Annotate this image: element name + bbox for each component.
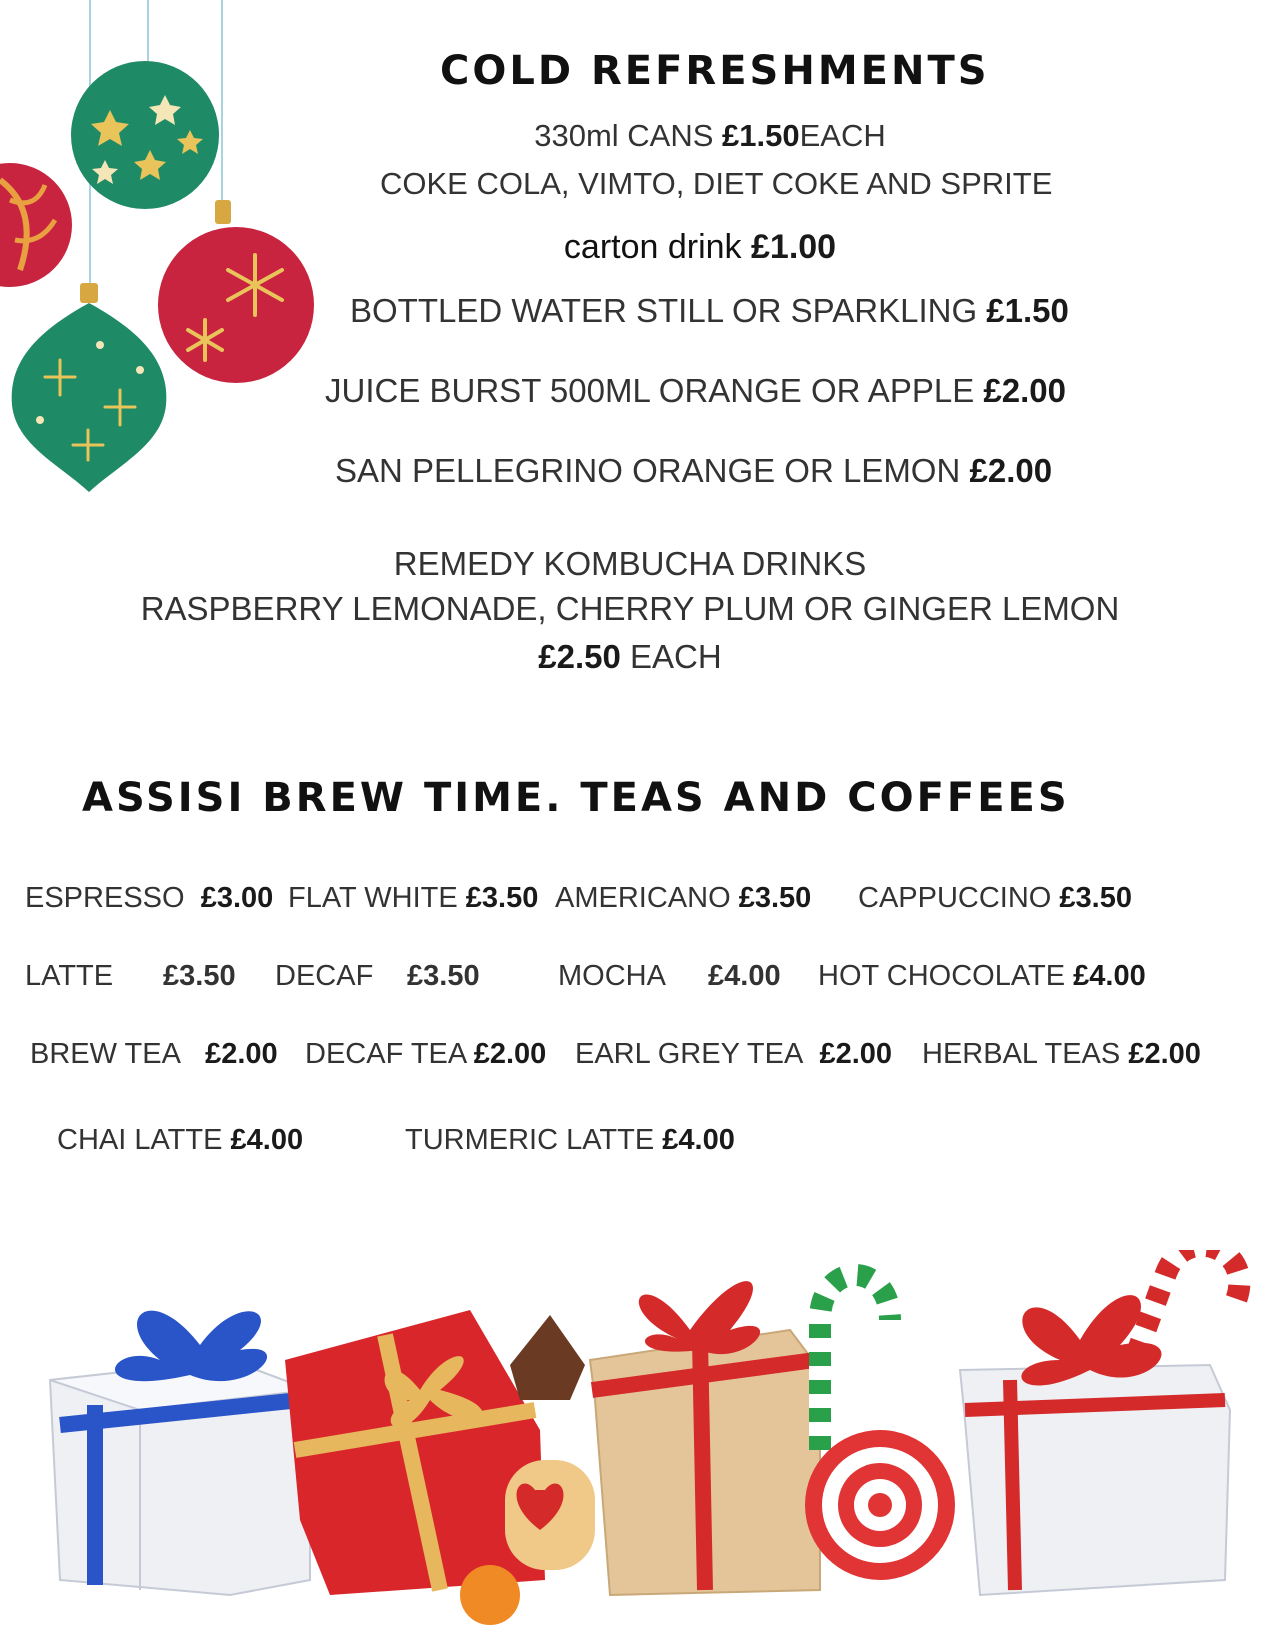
water-line (350, 292, 1069, 330)
item-name: DECAF TEA (305, 1038, 466, 1070)
menu-item-chai-latte (57, 1124, 303, 1157)
item-name: EARL GREY TEA (575, 1038, 804, 1070)
water-price: £1.50 (986, 292, 1069, 329)
item-name: FLAT WHITE (288, 882, 458, 914)
menu-item-hot-chocolate (818, 960, 1146, 993)
red-gift-gold-ribbon-icon (285, 1310, 545, 1595)
pellegrino-label: SAN PELLEGRINO ORANGE OR LEMON (335, 452, 970, 489)
green-candy-cane-icon (820, 1275, 890, 1450)
item-price: £2.00 (205, 1038, 278, 1070)
menu-item-cappuccino (858, 882, 1132, 915)
item-price: £2.00 (819, 1038, 893, 1070)
menu-item-earl-grey-tea (575, 1038, 892, 1071)
menu-item-decaf-price: £3.50 (407, 960, 480, 992)
menu-item-herbal-teas (922, 1038, 1201, 1071)
menu-item-latte (25, 960, 113, 993)
item-name: MOCHA (558, 960, 666, 992)
menu-item-espresso (25, 882, 273, 915)
item-price: £3.00 (200, 882, 274, 914)
menu-item-mocha-price: £4.00 (708, 960, 781, 992)
kraft-gift-red-ribbon-icon (590, 1281, 820, 1595)
item-name: AMERICANO (555, 882, 731, 914)
juice-line (325, 372, 1066, 410)
cans-label: 330ml CANS (534, 118, 723, 153)
pellegrino-price: £2.00 (969, 452, 1053, 489)
cans-each: EACH (799, 118, 886, 153)
juice-label: JUICE BURST 500ML ORANGE OR APPLE (325, 372, 984, 409)
menu-item-brew-tea (30, 1038, 278, 1071)
menu-item-americano (555, 882, 811, 915)
white-gift-blue-bow-icon (50, 1311, 310, 1595)
pellegrino-line (335, 452, 1052, 490)
kombucha-each: EACH (620, 638, 722, 675)
kombucha-title: REMEDY KOMBUCHA DRINKS (393, 545, 867, 582)
cans-price: £1.50 (722, 118, 800, 153)
item-price: £4.00 (230, 1124, 304, 1156)
red-snowflake-ornament-icon (158, 200, 314, 383)
item-name: HOT CHOCOLATE (818, 960, 1066, 992)
item-name: CHAI LATTE (57, 1124, 223, 1156)
swirl-lollipop-icon (805, 1430, 955, 1580)
menu-item-decaf (275, 960, 373, 993)
menu-item-decaf-tea (305, 1038, 546, 1071)
green-onion-ornament-icon (12, 283, 167, 492)
green-star-ornament-icon (71, 61, 219, 209)
cans-line (380, 118, 1040, 154)
item-name: LATTE (25, 960, 114, 992)
carton-price: £1.00 (751, 228, 837, 266)
kombucha-price: £2.50 (538, 638, 621, 675)
carton-line (380, 228, 1020, 267)
kombucha-flavours: RASPBERRY LEMONADE, CHERRY PLUM OR GINGER LEMON (140, 590, 1120, 627)
menu-item-mocha (558, 960, 666, 993)
red-leaf-ornament-icon (0, 163, 72, 287)
christmas-gifts-illustration (0, 1250, 1275, 1650)
carton-label: carton drink (563, 228, 751, 266)
item-name: ESPRESSO (25, 882, 185, 914)
item-name: BREW TEA (30, 1038, 181, 1070)
kombucha-price-line (300, 638, 960, 676)
juice-price: £2.00 (983, 372, 1066, 409)
item-name: DECAF (275, 960, 374, 992)
item-price: £2.00 (1128, 1038, 1201, 1070)
item-name: CAPPUCCINO (858, 882, 1052, 914)
item-price: £3.50 (738, 882, 812, 914)
cold-refreshments-heading: COLD REFRESHMENTS (440, 48, 990, 94)
item-price: £3.50 (1059, 882, 1132, 914)
menu-item-turmeric-latte (405, 1124, 735, 1157)
item-price: £3.50 (465, 882, 539, 914)
item-price: £4.00 (1073, 960, 1146, 992)
menu-item-flat-white (288, 882, 538, 915)
item-name: TURMERIC LATTE (405, 1124, 655, 1156)
item-name: HERBAL TEAS (922, 1038, 1121, 1070)
white-gift-red-bow-icon (960, 1295, 1230, 1595)
menu-item-latte-price: £3.50 (163, 960, 236, 992)
water-label: BOTTLED WATER STILL OR SPARKLING (350, 292, 987, 329)
christmas-ornaments-illustration (0, 0, 330, 510)
item-price: £4.00 (662, 1124, 735, 1156)
cans-flavours: COKE COLA, VIMTO, DIET COKE AND SPRITE (380, 166, 1053, 201)
item-price: £2.00 (473, 1038, 547, 1070)
brew-time-heading: ASSISI BREW TIME. TEAS AND COFFEES (82, 775, 1070, 821)
